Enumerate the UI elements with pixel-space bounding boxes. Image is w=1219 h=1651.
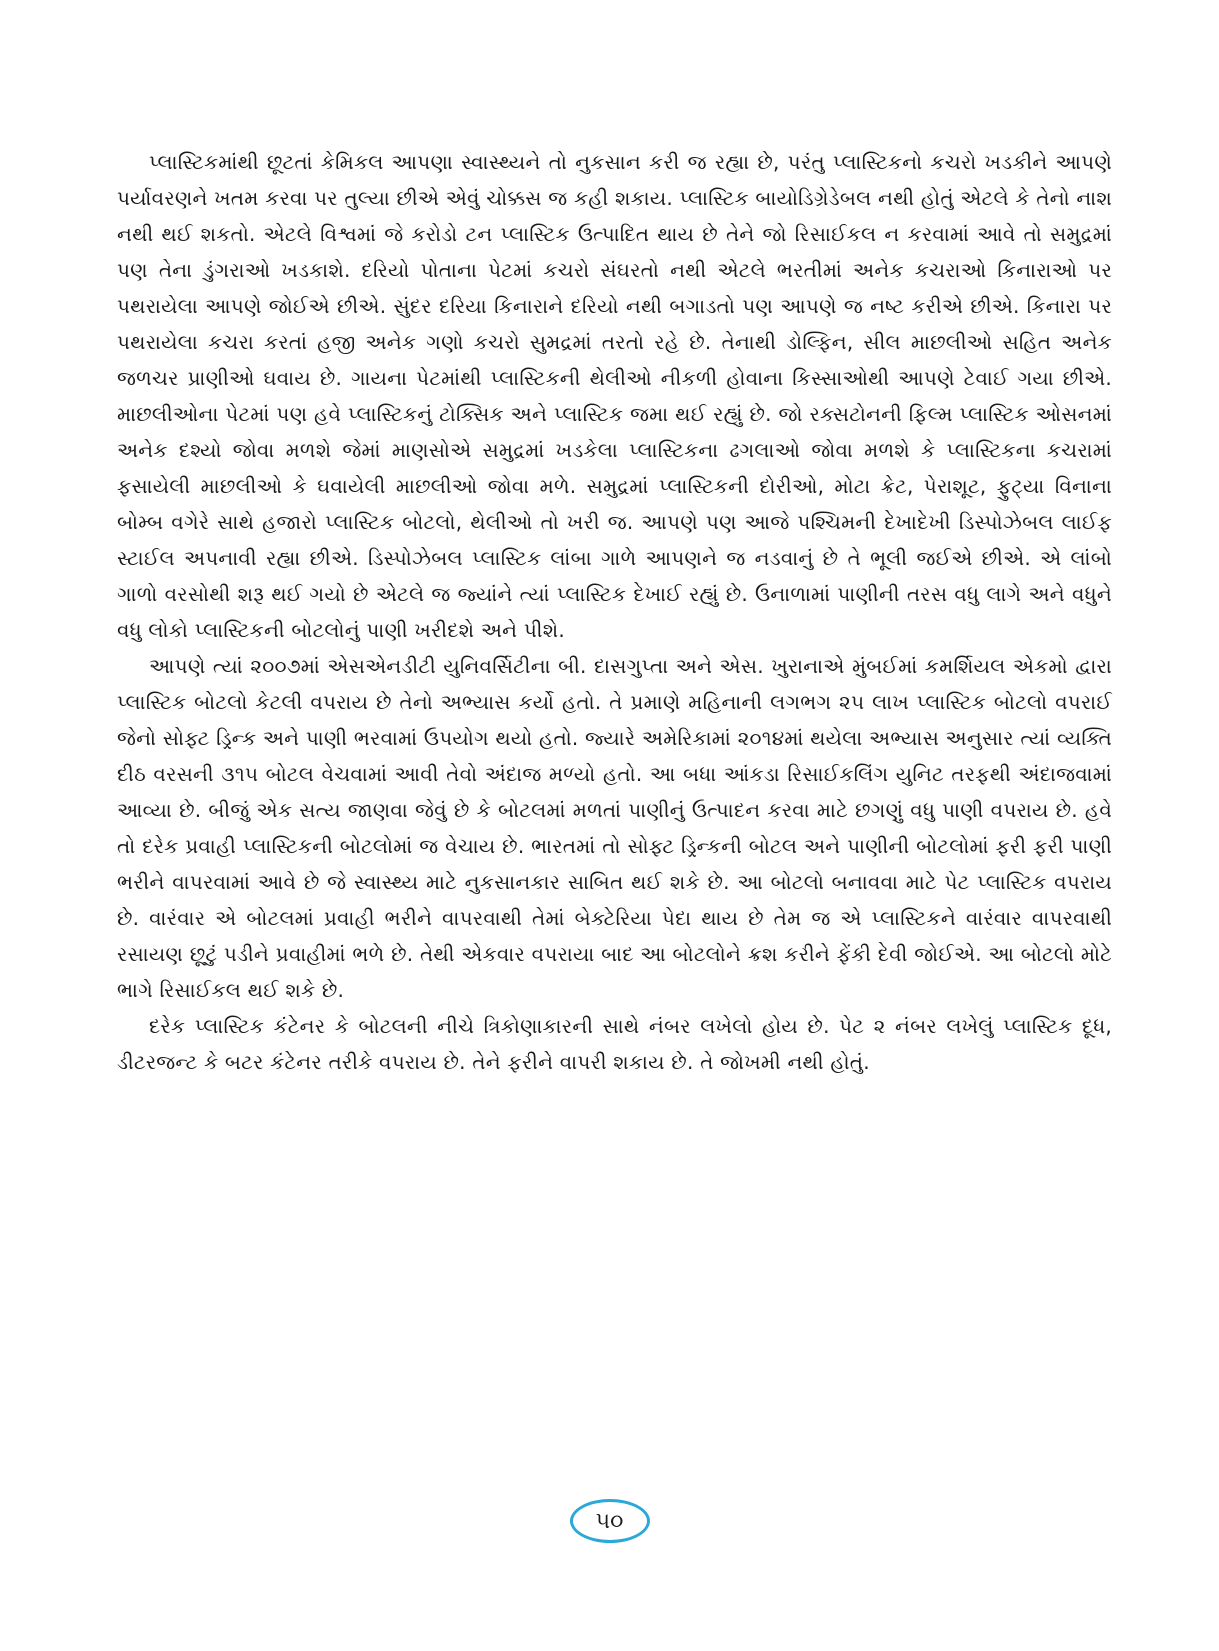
paragraph-1: પ્લાસ્ટિકમાંથી છૂટતાં કેમિકલ આપણા સ્વાસ્થ્યને તો નુકસાન કરી જ રહ્યા છે, પરંતુ પ્લાસ્ટિકનો કચરો ખડકીને આપણે પર્યાવરણને ખતમ કરવા પર તુલ્યા છીએ એવું ચોક્કસ જ કહી શકાય. પ્લાસ્ટિક બાયોડિગ્રેડેબલ નથી હોતું એટલે કે તેનો નાશ નથી થઈ શકતો. એટલે વિશ્વમાં જે કરોડો ટન પ્લાસ્ટિક ઉત્પાદિત થાય છે તેને જો રિસાઈકલ ન કરવામાં આવે તો સમુદ્રમાં પણ તેના ડુંગરાઓ ખડકાશે. દરિયો પોતાના પેટમાં કચરો સંઘરતો નથી એટલે ભરતીમાં અનેક કચરાઓ કિનારાઓ પર પથરાયેલા આપણે જોઈએ છીએ. સુંદર દરિયા કિનારાને દરિયો નથી બગાડતો પણ આપણે જ નષ્ટ કરીએ છીએ. કિનારા પર પથરાયેલા કચરા કરતાં હજી અનેક ગણો કચરો સુમદ્રમાં તરતો રહે છે. તેનાથી ડોલ્ફિન, સીલ માછલીઓ સહિત અનેક જળચર પ્રાણીઓ ઘવાય છે. ગાયના પેટમાંથી પ્લાસ્ટિકની થેલીઓ નીકળી હોવાના કિસ્સાઓથી આપણે ટેવાઈ ગયા છીએ. માછલીઓના પેટમાં પણ હવે પ્લાસ્ટિકનું ટોક્સિક અને પ્લાસ્ટિક જમા થઈ રહ્યું છે. જો રક્સટોનની ફિલ્મ પ્લાસ્ટિક ઓસનમાં અનેક દશ્યો જોવા મળશે જેમાં માણસોએ સમુદ્રમાં ખડકેલા પ્લાસ્ટિકના ઢગલાઓ જોવા મળશે કે પ્લાસ્ટિકના કચરામાં ફસાયેલી માછલીઓ કે ઘવાયેલી માછલીઓ જોવા મળે. સમુદ્રમાં પ્લાસ્ટિકની દોરીઓ, મોટા ક્રેટ, પેરાશૂટ, ફુટ્યા વિનાના બોમ્બ વગેરે સાથે હજારો પ્લાસ્ટિક બોટલો, થેલીઓ તો ખરી જ. આપણે પણ આજે પશ્ચિમની દેખાદેખી ડિસ્પોઝેબલ લાઈફ સ્ટાઈલ અપનાવી રહ્યા છીએ. ડિસ્પોઝેબલ પ્લાસ્ટિક લાંબા ગાળે આપણને જ નડવાનું છે તે ભૂલી જઈએ છીએ. એ લાંબો ગાળો વરસોથી શરૂ થઈ ગયો છે એટલે જ જ્યાંને ત્યાં પ્લાસ્ટિક દેખાઈ રહ્યું છે. ઉનાળામાં પાણીની તરસ વધુ લાગે અને વધુને વધુ લોકો પ્લાસ્ટિકની બોટલોનું પાણી ખરીદશે અને પીશે. — [117, 150, 1112, 642]
page-body — [117, 144, 1112, 1080]
page-number-container — [0, 1499, 1219, 1543]
paragraph-3: દરેક પ્લાસ્ટિક કંટેનર કે બોટલની નીચે ત્રિકોણાકારની સાથે નંબર લખેલો હોય છે. પેટ ૨ નંબર લખેલું પ્લાસ્ટિક દૂધ, ડીટરજન્ટ કે બટર કંટેનર તરીકે વપરાય છે. તેને ફરીને વાપરી શકાય છે. તે જોખમી નથી હોતું. — [117, 1014, 1112, 1074]
page-number: ૫૦ — [570, 1499, 650, 1543]
paragraph-2: આપણે ત્યાં ૨૦૦૭માં એસએનડીટી યુનિવર્સિટીના બી. દાસગુપ્તા અને એસ. ખુરાનાએ મુંબઈમાં કમર્શિયલ એકમો દ્વારા પ્લાસ્ટિક બોટલો કેટલી વપરાય છે તેનો અભ્યાસ કર્યો હતો. તે પ્રમાણે મહિનાની લગભગ ૨૫ લાખ પ્લાસ્ટિક બોટલો વપરાઈ જેનો સોફ્ટ ડ્રિન્ક અને પાણી ભરવામાં ઉપયોગ થયો હતો. જ્યારે અમેરિકામાં ૨૦૧૪માં થયેલા અભ્યાસ અનુસાર ત્યાં વ્યક્તિ દીઠ વરસની ૩૧૫ બોટલ વેચવામાં આવી તેવો અંદાજ મળ્યો હતો. આ બધા આંકડા રિસાઈકલિંગ યુનિટ તરફથી અંદાજવામાં આવ્યા છે. બીજું એક સત્ય જાણવા જેવું છે કે બોટલમાં મળતાં પાણીનું ઉત્પાદન કરવા માટે છગણું વધુ પાણી વપરાય છે. હવે તો દરેક પ્રવાહી પ્લાસ્ટિકની બોટલોમાં જ વેચાય છે. ભારતમાં તો સોફ્ટ ડ્રિન્કની બોટલ અને પાણીની બોટલોમાં ફરી ફરી પાણી ભરીને વાપરવામાં આવે છે જે સ્વાસ્થ્ય માટે નુકસાનકાર સાબિત થઈ શકે છે. આ બોટલો બનાવવા માટે પેટ પ્લાસ્ટિક વપરાય છે. વારંવાર એ બોટલમાં પ્રવાહી ભરીને વાપરવાથી તેમાં બેક્ટેરિયા પેદા થાય છે તેમ જ એ પ્લાસ્ટિકને વારંવાર વાપરવાથી રસાયણ છૂટું પડીને પ્રવાહીમાં ભળે છે. તેથી એકવાર વપરાયા બાદ આ બોટલોને ક્રશ કરીને ફેંકી દેવી જોઈએ. આ બોટલો મોટે ભાગે રિસાઈકલ થઈ શકે છે. — [117, 654, 1112, 1002]
